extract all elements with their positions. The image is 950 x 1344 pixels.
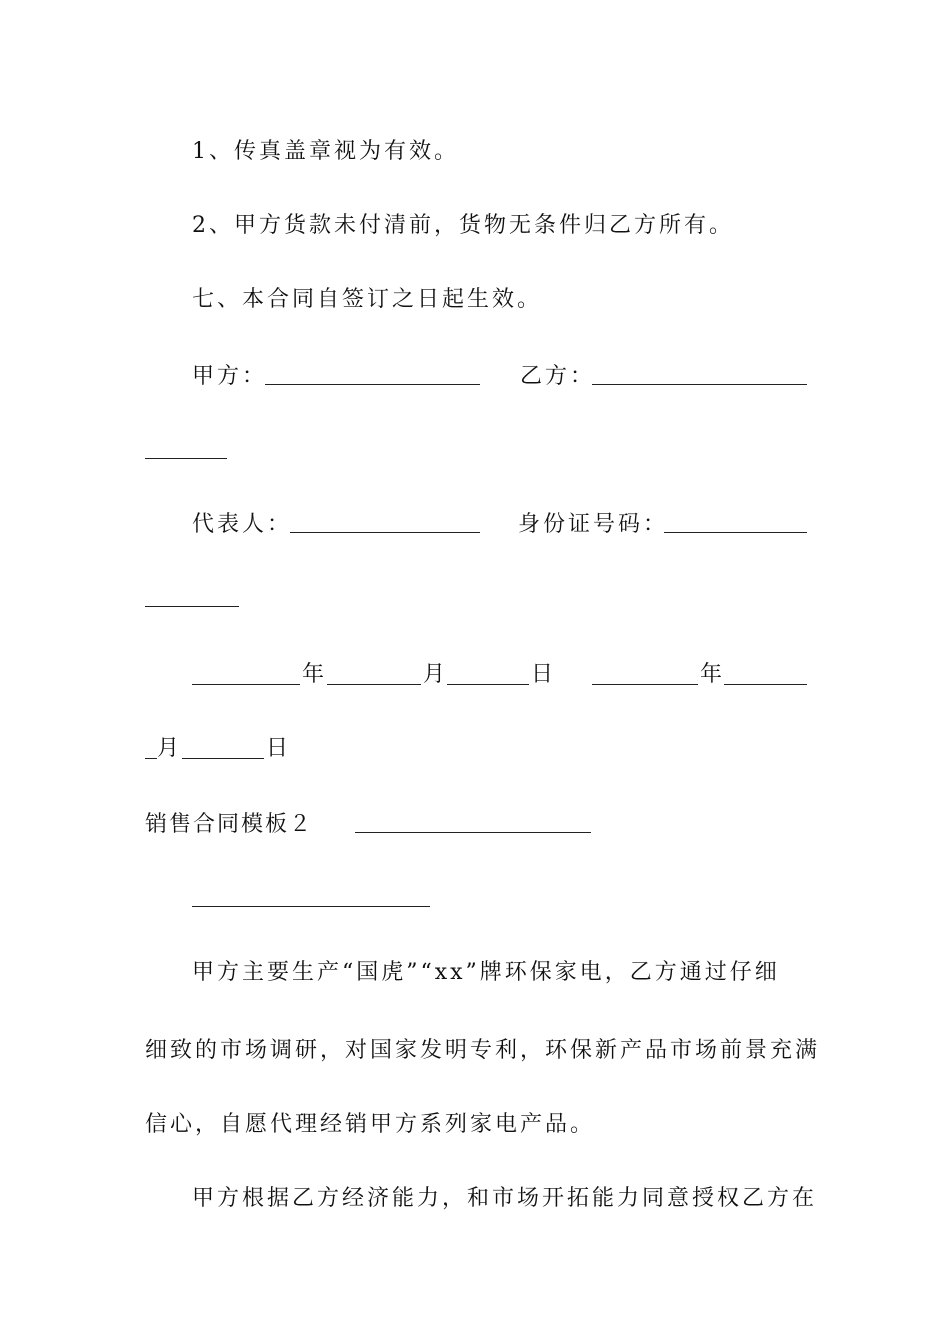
party-b-label: 乙方： [520, 364, 596, 389]
date-b-year-label: 年 [700, 662, 726, 687]
id-number-label: 身份证号码： [518, 512, 669, 537]
clause-2: 2、甲方货款未付清前，货物无条件归乙方所有。 [192, 213, 734, 238]
date-b-month-label: 月 [157, 736, 183, 761]
date-a-day-label: 日 [531, 662, 557, 687]
id-number-blank [664, 532, 807, 533]
date-b-year-blank [592, 684, 698, 685]
party-a-blank [265, 384, 480, 385]
id-number-blank-continued [145, 606, 239, 607]
clause-1: 1、传真盖章视为有效。 [192, 139, 459, 164]
paragraph-1-line-2: 细致的市场调研，对国家发明专利，环保新产品市场前景充满 [145, 1038, 821, 1063]
date-a-year-blank [192, 684, 300, 685]
date-a-month-blank [327, 684, 421, 685]
paragraph-2-line-1: 甲方根据乙方经济能力，和市场开拓能力同意授权乙方在 [192, 1186, 818, 1211]
date-a-day-blank [447, 684, 529, 685]
party-b-blank-continued [145, 458, 227, 459]
representative-label: 代表人： [192, 512, 293, 537]
template-title-blank [355, 832, 591, 833]
representative-blank [290, 532, 480, 533]
date-b-month-blank-part2 [145, 758, 157, 759]
date-b-day-blank [182, 758, 264, 759]
date-b-day-label: 日 [266, 736, 292, 761]
template-title: 销售合同模板２ [145, 812, 314, 837]
blank-line [192, 906, 430, 907]
paragraph-1-line-3: 信心，自愿代理经销甲方系列家电产品。 [145, 1112, 596, 1137]
date-a-month-label: 月 [423, 662, 449, 687]
party-b-blank [592, 384, 807, 385]
party-a-label: 甲方： [192, 364, 268, 389]
clause-7: 七、本合同自签订之日起生效。 [192, 287, 543, 312]
paragraph-1-line-1: 甲方主要生产“国虎”“xx”牌环保家电，乙方通过仔细 [192, 960, 780, 985]
date-a-year-label: 年 [302, 662, 328, 687]
date-b-month-blank-part1 [724, 684, 807, 685]
